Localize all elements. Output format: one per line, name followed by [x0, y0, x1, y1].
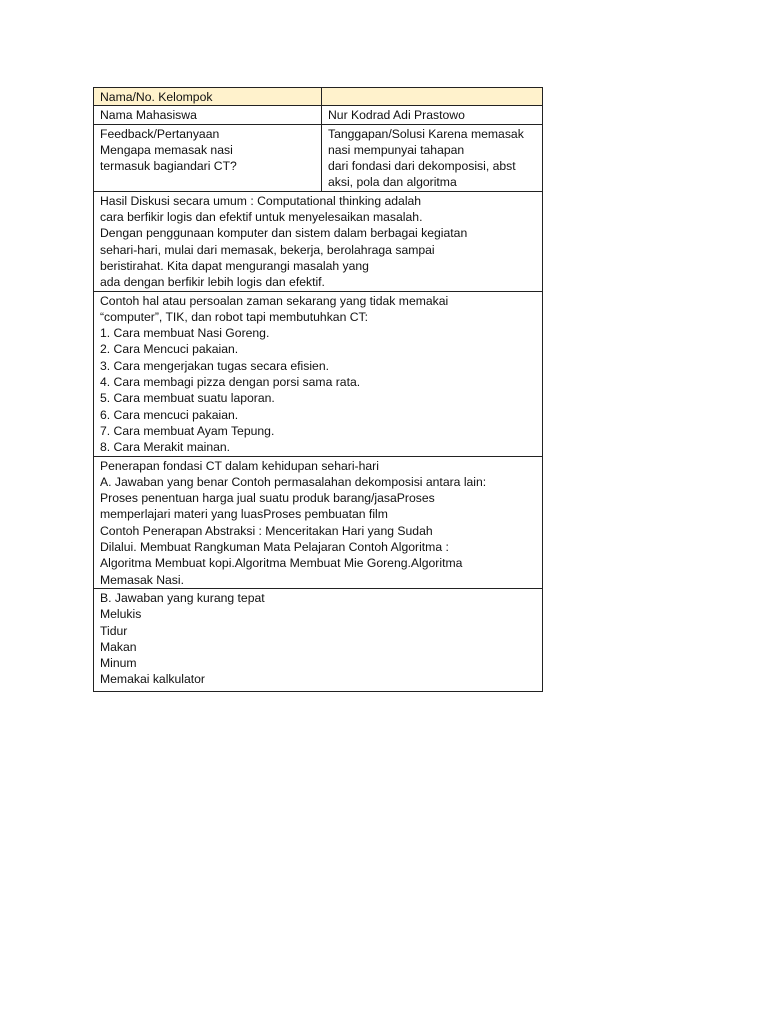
student-row [94, 106, 543, 124]
wrong-answers-row [94, 588, 543, 691]
application-line: Memasak Nasi. [100, 572, 184, 587]
examples-cell [94, 291, 543, 456]
feedback-answer-cell [322, 124, 543, 191]
feedback-question-line: Mengapa memasak nasi [100, 142, 233, 157]
feedback-question-line: termasuk bagiandari CT? [100, 159, 237, 174]
header-row [94, 88, 543, 106]
feedback-answer-line: nasi mempunyai tahapan [328, 142, 465, 157]
discussion-line: cara berfikir logis dan efektif untuk menyelesaikan masalah. [100, 210, 423, 225]
discussion-line: sehari-hari, mulai dari memasak, bekerja, berolahraga sampai [100, 242, 435, 257]
wrong-answers-cell [94, 588, 543, 691]
group-name-label: Nama/No. Kelompok [94, 88, 322, 106]
examples-line: 8. Cara Merakit mainan. [100, 440, 231, 455]
application-line: Proses penentuan harga jual suatu produk barang/jasaProses [100, 491, 435, 506]
wrong-answers-line: Melukis [100, 607, 142, 622]
examples-line: 5. Cara membuat suatu laporan. [100, 391, 275, 406]
discussion-line: beristirahat. Kita dapat mengurangi masalah yang [100, 258, 369, 273]
student-name-value: Nur Kodrad Adi Prastowo [322, 106, 543, 124]
feedback-question-cell [94, 124, 322, 191]
application-row [94, 456, 543, 588]
wrong-answers-line: Memakai kalkulator [100, 672, 205, 687]
wrong-answers-line: Makan [100, 639, 137, 654]
wrong-answers-line: Tidur [100, 623, 128, 638]
feedback-row [94, 124, 543, 191]
examples-line: Contoh hal atau persoalan zaman sekarang yang tidak memakai [100, 293, 449, 308]
examples-line: “computer”, TIK, dan robot tapi membutuhkan CT: [100, 309, 369, 324]
application-line: A. Jawaban yang benar Contoh permasalahan dekomposisi antara lain: [100, 474, 487, 489]
feedback-answer-line: dari fondasi dari dekomposisi, abst [328, 159, 516, 174]
discussion-line: Dengan penggunaan komputer dan sistem dalam berbagai kegiatan [100, 226, 468, 241]
feedback-answer-line: aksi, pola dan algoritma [328, 175, 457, 190]
examples-line: 4. Cara membagi pizza dengan porsi sama rata. [100, 375, 361, 390]
worksheet-table [93, 87, 543, 692]
examples-line: 3. Cara mengerjakan tugas secara efisien. [100, 358, 329, 373]
examples-row [94, 291, 543, 456]
examples-line: 2. Cara Mencuci pakaian. [100, 342, 239, 357]
examples-line: 1. Cara membuat Nasi Goreng. [100, 326, 270, 341]
application-line: Contoh Penerapan Abstraksi : Menceritakan Hari yang Sudah [100, 523, 433, 538]
discussion-cell [94, 191, 543, 291]
application-line: Algoritma Membuat kopi.Algoritma Membuat Mie Goreng.Algoritma [100, 556, 463, 571]
examples-line: 7. Cara membuat Ayam Tepung. [100, 423, 275, 438]
application-cell [94, 456, 543, 588]
discussion-row [94, 191, 543, 291]
student-name-label: Nama Mahasiswa [94, 106, 322, 124]
discussion-line: ada dengan berfikir lebih logis dan efektif. [100, 275, 325, 290]
wrong-answers-line: Minum [100, 656, 137, 671]
feedback-answer-line: Tanggapan/Solusi Karena memasak [328, 126, 524, 141]
group-name-value [322, 88, 543, 106]
application-line: memperlajari materi yang luasProses pembuatan film [100, 507, 388, 522]
feedback-question-line: Feedback/Pertanyaan [100, 126, 220, 141]
wrong-answers-line: B. Jawaban yang kurang tepat [100, 590, 265, 605]
application-line: Dilalui. Membuat Rangkuman Mata Pelajaran Contoh Algoritma : [100, 540, 449, 555]
application-line: Penerapan fondasi CT dalam kehidupan sehari-hari [100, 458, 379, 473]
discussion-line: Hasil Diskusi secara umum : Computational thinking adalah [100, 193, 422, 208]
examples-line: 6. Cara mencuci pakaian. [100, 407, 239, 422]
